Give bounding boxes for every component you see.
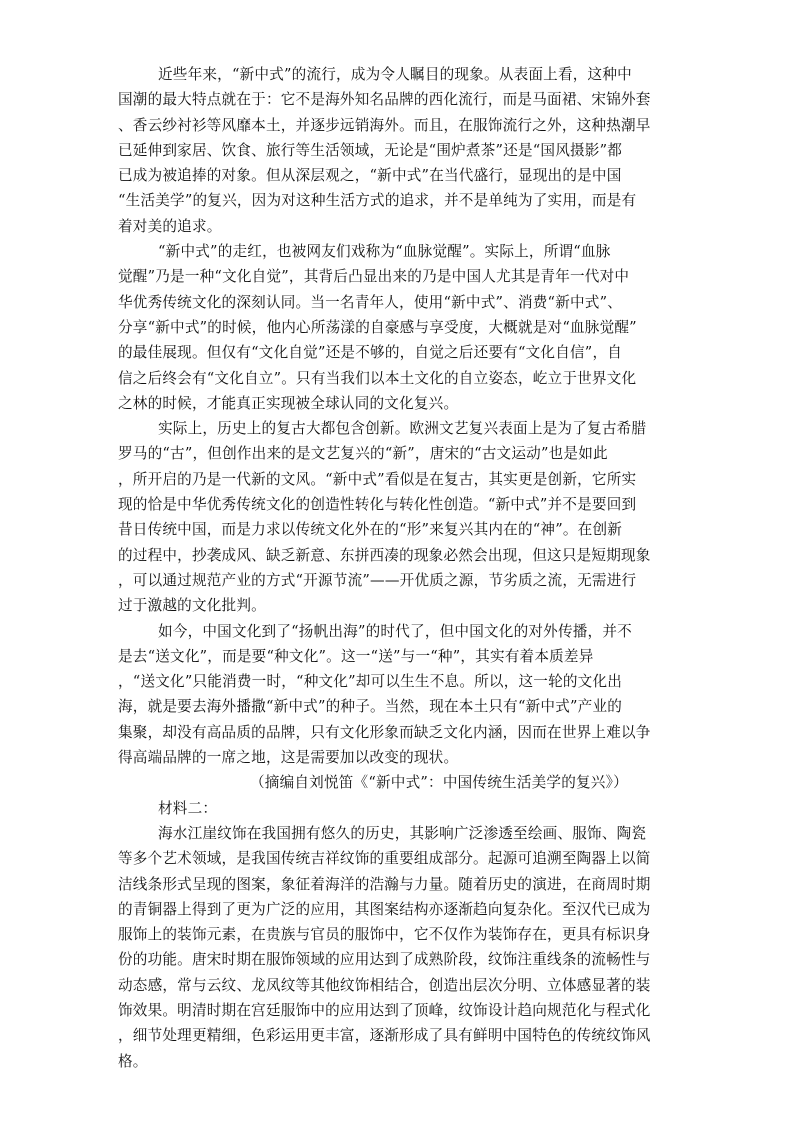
paragraph-2 — [118, 239, 675, 416]
text-line: 过于激越的文化批判。 — [118, 597, 266, 615]
text-line: 得高端品牌的一席之地，这是需要加以改变的现状。 — [118, 749, 459, 767]
text-line: 罗马的“古”，但创作出来的是文艺复兴的“新”，唐宋的“古文运动”也是如此 — [118, 445, 608, 463]
text-line: ，可以通过规范产业的方式“开源节流”——开优质之源，节劣质之流，无需进行 — [118, 571, 637, 589]
text-line: 现的恰是中华优秀传统文化的创造性转化与转化性创造。“新中式”并不是要回到 — [118, 496, 637, 514]
text-line: 之林的时候，才能真正实现被全球认同的文化复兴。 — [118, 394, 459, 412]
paragraph-1 — [118, 62, 675, 239]
text-line: 华优秀传统文化的深刻认同。当一名青年人，使用“新中式”、消费“新中式”、 — [118, 293, 623, 311]
text-line: 饰效果。明清时期在宫廷服饰中的应用达到了顶峰，纹饰设计趋向规范化与程式化 — [118, 1001, 651, 1019]
text-line: 动态感，常与云纹、龙凤纹等其他纹饰相结合，创造出层次分明、立体感显著的装 — [118, 976, 651, 994]
text-line: 洁线条形式呈现的图案，象征着海洋的浩瀚与力量。随着历史的演进，在商周时期 — [118, 875, 651, 893]
text-line: 已成为被追捧的对象。但从深层观之，“新中式”在当代盛行，显现出的是中国 — [118, 167, 622, 185]
text-line: 、香云纱衬衫等风靡本土，并逐步远销海外。而且，在服饰流行之外，这种热潮早 — [118, 116, 651, 134]
text-line: 海，就是要去海外播撒“新中式”的种子。当然，现在本土只有“新中式”产业的 — [118, 698, 623, 716]
paragraph-4 — [118, 619, 675, 771]
text-line: 已延伸到家居、饮食、旅行等生活领域，无论是“围炉煮茶”还是“国风摄影”都 — [118, 141, 623, 159]
text-line: 着对美的追求。 — [118, 217, 222, 235]
text-line: 近些年来，“新中式”的流行，成为令人瞩目的现象。从表面上看，这种中 — [158, 66, 632, 83]
text-line: ，细节处理更精细，色彩运用更丰富，逐渐形成了具有鲜明中国特色的传统纹饰风 — [118, 1027, 651, 1045]
text-line: 分享“新中式”的时候，他内心所荡漾的自豪感与享受度，大概就是对“血脉觉醒” — [118, 318, 637, 336]
material-heading: 材料二： — [158, 799, 218, 817]
text-line: 觉醒”乃是一种“文化自觉”，其背后凸显出来的乃是中国人尤其是青年一代对中 — [118, 268, 630, 286]
text-line: 实际上，历史上的复古大都包含创新。欧洲文艺复兴表面上是为了复古希腊 — [158, 420, 647, 438]
text-line: ，所开启的乃是一代新的文风。“新中式”看似是在复古，其实更是创新，它所实 — [118, 470, 637, 488]
text-line: 的过程中，抄袭成风、缺乏新意、东拼西凑的现象必然会出现，但这只是短期现象 — [118, 546, 651, 564]
text-line: 服饰上的装饰元素，在贵族与官员的服饰中，它不仅作为装饰存在，更具有标识身 — [118, 926, 651, 944]
text-line: 集聚，却没有高品质的品牌，只有文化形象而缺乏文化内涵，因而在世界上难以争 — [118, 723, 651, 741]
text-line: 昔日传统中国，而是力求以传统文化外在的“形”来复兴其内在的“神”。在创新 — [118, 521, 623, 539]
text-line: 份的功能。唐宋时期在服饰领域的应用达到了成熟阶段，纹饰注重线条的流畅性与 — [118, 951, 651, 969]
text-line: “新中式”的走红，也被网友们戏称为“血脉觉醒”。实际上，所谓“血脉 — [158, 243, 611, 261]
text-line: 的最佳展现。但仅有“文化自觉”还是不够的，自觉之后还要有“文化自信”，自 — [118, 344, 623, 362]
text-line: 如今，中国文化到了“扬帆出海”的时代了，但中国文化的对外传播，并不 — [158, 622, 632, 640]
text-line: 的青铜器上得到了更为广泛的应用，其图案结构亦逐渐趋向复杂化。至汉代已成为 — [118, 900, 651, 918]
text-line: 等多个艺术领域，是我国传统吉祥纹饰的重要组成部分。起源可追溯至陶器上以简 — [118, 850, 651, 868]
document-page — [118, 62, 675, 1074]
text-line: ，“送文化”只能消费一时，“种文化”却可以生生不息。所以，这一轮的文化出 — [118, 673, 623, 691]
text-line: 是去“送文化”，而是要“种文化”。这一“送”与一“种”，其实有着本质差异 — [118, 647, 594, 665]
text-line: 海水江崖纹饰在我国拥有悠久的历史，其影响广泛渗透至绘画、服饰、陶瓷 — [158, 824, 647, 842]
paragraph-3 — [118, 416, 675, 618]
text-line: 国潮的最大特点就在于：它不是海外知名品牌的西化流行，而是马面裙、宋锦外套 — [118, 91, 651, 109]
text-line: 格。 — [118, 1052, 148, 1070]
source-citation: （摘编自刘悦笛《“新中式”：中国传统生活美学的复兴》） — [250, 774, 628, 792]
text-line: 信之后终会有“文化自立”。只有当我们以本土文化的自立姿态，屹立于世界文化 — [118, 369, 637, 387]
text-line: “生活美学”的复兴，因为对这种生活方式的追求，并不是单纯为了实用，而是有 — [118, 192, 637, 210]
material-two-paragraph — [118, 821, 675, 1074]
